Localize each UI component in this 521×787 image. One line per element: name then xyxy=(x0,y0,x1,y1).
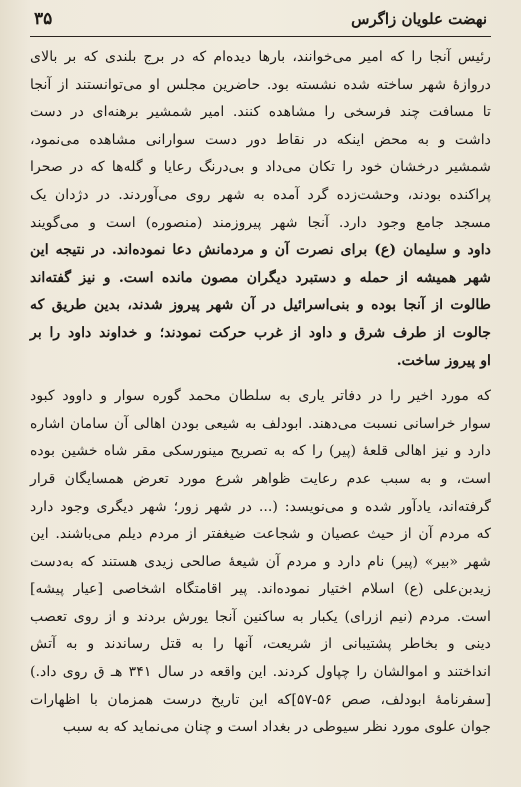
text-line: شهر «بیر» (پیر) نام دارد و مردم آن شیعهٔ صالحی زیدی هستند که به‌دست xyxy=(30,553,491,570)
text-line: که مورد اخیر را در دفاتر یاری به سلطان محمد گوره سوار و داوود کبود xyxy=(30,388,491,405)
running-title: نهضت علویان زاگرس xyxy=(351,10,487,28)
text-line: شهر همیشه از حمله و دستبرد دیگران مصون مانده است. و نیز گفته‌اند xyxy=(30,269,491,286)
header-rule xyxy=(30,36,491,37)
paragraph-1 xyxy=(30,44,491,375)
text-line: گرفته‌اند، یادآور شده و می‌نویسد: (... در شهر زور؛ شهر دیگری وجود دارد xyxy=(30,498,491,515)
text-line: مسجد جامع وجود دارد. آنجا شهر پیروزمند (منصوره) است و می‌گویند xyxy=(30,214,491,231)
text-line: دینی و بخاطر پشتیبانی از شریعت، آنها را به قتل رساندند و به آتش xyxy=(30,636,491,653)
text-line: دارد و نیز اهالی قلعهٔ (پیر) را که به تصریح مینورسکی مقر شاه خشین بوده xyxy=(30,443,491,460)
text-line: است، و به سبب عدم رعایت ظواهر شرع مورد تعرض همسایگان قرار xyxy=(30,470,491,487)
text-line: پراکنده بودند، وحشت‌زده گرد آمده به شهر روی می‌آوردند. در دژدان یک xyxy=(30,186,491,203)
text-line: است. مردم (نیم ازرای) یکبار به ساکنین آنجا یورش بردند و از روی تعصب xyxy=(30,608,491,625)
text-line: تا مسافت چند فرسخی را مشاهده کنند. امیر شمشیر برهنه‌ای در دست xyxy=(30,104,491,121)
page-header xyxy=(34,6,487,32)
text-line: جالوت از طرف شرق و داود از غرب حرکت نمودند؛ و خداوند داود را بر xyxy=(30,324,491,341)
text-line: [سفرنامهٔ ابودلف، صص ۵۶-۵۷]که این تاریخ درست همزمان با اظهارات xyxy=(30,691,491,708)
text-line: رئیس آنجا را که امیر می‌خوانند، بارها دیده‌ام که در برج بلندی که بر بالای xyxy=(30,49,491,65)
text-line: او پیروز ساخت. xyxy=(396,352,491,369)
text-line: که مردم آن از حیث عصیان و شجاعت ضیغفتر از مردم دیلم می‌باشند. این xyxy=(30,526,491,543)
text-line: داود و سلیمان (ع) برای نصرت آن و مردمانش دعا نموده‌اند. در نتیجه این xyxy=(30,242,491,259)
text-line: انداختند و اموالشان را چپاول کردند. این واقعه در سال ۳۴۱ هـ ق روی داد.) xyxy=(30,664,491,681)
text-line: سوار خراسانی نسبت می‌دهند. ابودلف به شیعی بودن اهالی آن سامان اشاره xyxy=(30,415,491,432)
page-body xyxy=(30,44,491,742)
paragraph-2 xyxy=(30,383,491,742)
text-line: طالوت از آنجا بوده و بنی‌اسرائیل در آن شهر پیروز شدند، بدین طریق که xyxy=(30,297,491,314)
text-line: جوان علوی مورد نظر سیوطی در بغداد است و چنان می‌نماید که به سبب xyxy=(62,719,491,736)
text-line: شمشیر درخشان خود را تکان می‌داد و بی‌درنگ رعایا و گله‌ها که در صحرا xyxy=(30,159,491,176)
text-line: زیدبن‌علی (ع) اسلام اختیار نموده‌اند. پیر اقامتگاه اشخاصی [عیار پیشه] xyxy=(30,581,491,598)
text-line: داشت و به محض اینکه در نقاط دور دست سوارانی مشاهده می‌نمود، xyxy=(30,131,491,148)
text-line: دروازهٔ شهر ساخته شده نشسته بود. حاضرین مجلس او می‌توانستند از آنجا xyxy=(30,76,491,93)
page-number: ۳۵ xyxy=(34,9,53,29)
